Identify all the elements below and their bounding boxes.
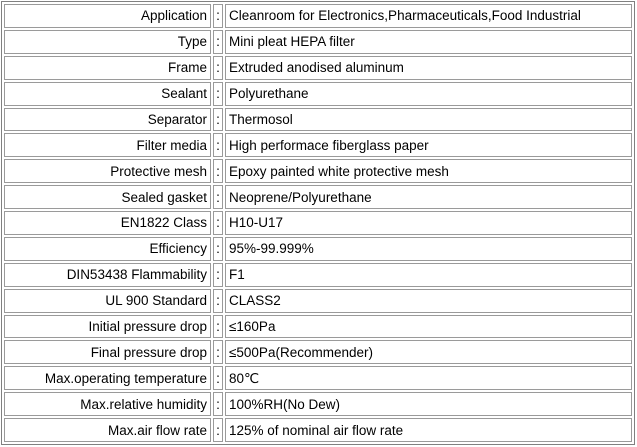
row-label: Max.relative humidity [4,392,211,416]
row-separator: : [213,133,223,157]
table-row [4,133,632,157]
table-row [4,4,632,28]
table-row [4,159,632,183]
table-row [4,418,632,442]
row-separator: : [213,418,223,442]
row-separator: : [213,237,223,261]
row-label: Type [4,30,211,54]
table-row [4,289,632,313]
row-separator: : [213,315,223,339]
row-label: Filter media [4,133,211,157]
row-value: ≤160Pa [225,315,632,339]
table-row [4,30,632,54]
row-separator: : [213,392,223,416]
row-value: Polyurethane [225,82,632,106]
row-separator: : [213,159,223,183]
specification-table-body [4,4,632,442]
row-label: UL 900 Standard [4,289,211,313]
row-label: Frame [4,56,211,80]
row-separator: : [213,4,223,28]
table-row [4,263,632,287]
row-label: Initial pressure drop [4,315,211,339]
row-value: Neoprene/Polyurethane [225,185,632,209]
row-separator: : [213,289,223,313]
row-value: CLASS2 [225,289,632,313]
row-separator: : [213,366,223,390]
table-row [4,108,632,132]
table-row [4,185,632,209]
row-label: EN1822 Class [4,211,211,235]
row-label: Sealant [4,82,211,106]
row-separator: : [213,82,223,106]
row-separator: : [213,211,223,235]
row-label: Final pressure drop [4,340,211,364]
row-label: Separator [4,108,211,132]
table-row [4,211,632,235]
table-row [4,237,632,261]
row-value: Epoxy painted white protective mesh [225,159,632,183]
row-value: Thermosol [225,108,632,132]
table-row [4,392,632,416]
row-label: Efficiency [4,237,211,261]
table-row [4,340,632,364]
row-value: H10-U17 [225,211,632,235]
row-label: Protective mesh [4,159,211,183]
table-row [4,82,632,106]
row-separator: : [213,108,223,132]
row-separator: : [213,30,223,54]
row-value: 100%RH(No Dew) [225,392,632,416]
row-separator: : [213,263,223,287]
table-row [4,56,632,80]
row-value: Mini pleat HEPA filter [225,30,632,54]
row-value: 95%-99.999% [225,237,632,261]
row-value: ≤500Pa(Recommender) [225,340,632,364]
specification-table [1,1,635,445]
row-label: Max.operating temperature [4,366,211,390]
row-label: Sealed gasket [4,185,211,209]
table-row [4,315,632,339]
row-value: Extruded anodised aluminum [225,56,632,80]
row-value: F1 [225,263,632,287]
row-label: Max.air flow rate [4,418,211,442]
row-label: DIN53438 Flammability [4,263,211,287]
row-separator: : [213,340,223,364]
row-value: High performace fiberglass paper [225,133,632,157]
row-separator: : [213,56,223,80]
table-row [4,366,632,390]
row-separator: : [213,185,223,209]
row-value: 125% of nominal air flow rate [225,418,632,442]
row-value: 80℃ [225,366,632,390]
row-label: Application [4,4,211,28]
row-value: Cleanroom for Electronics,Pharmaceuticals,Food Industrial [225,4,632,28]
